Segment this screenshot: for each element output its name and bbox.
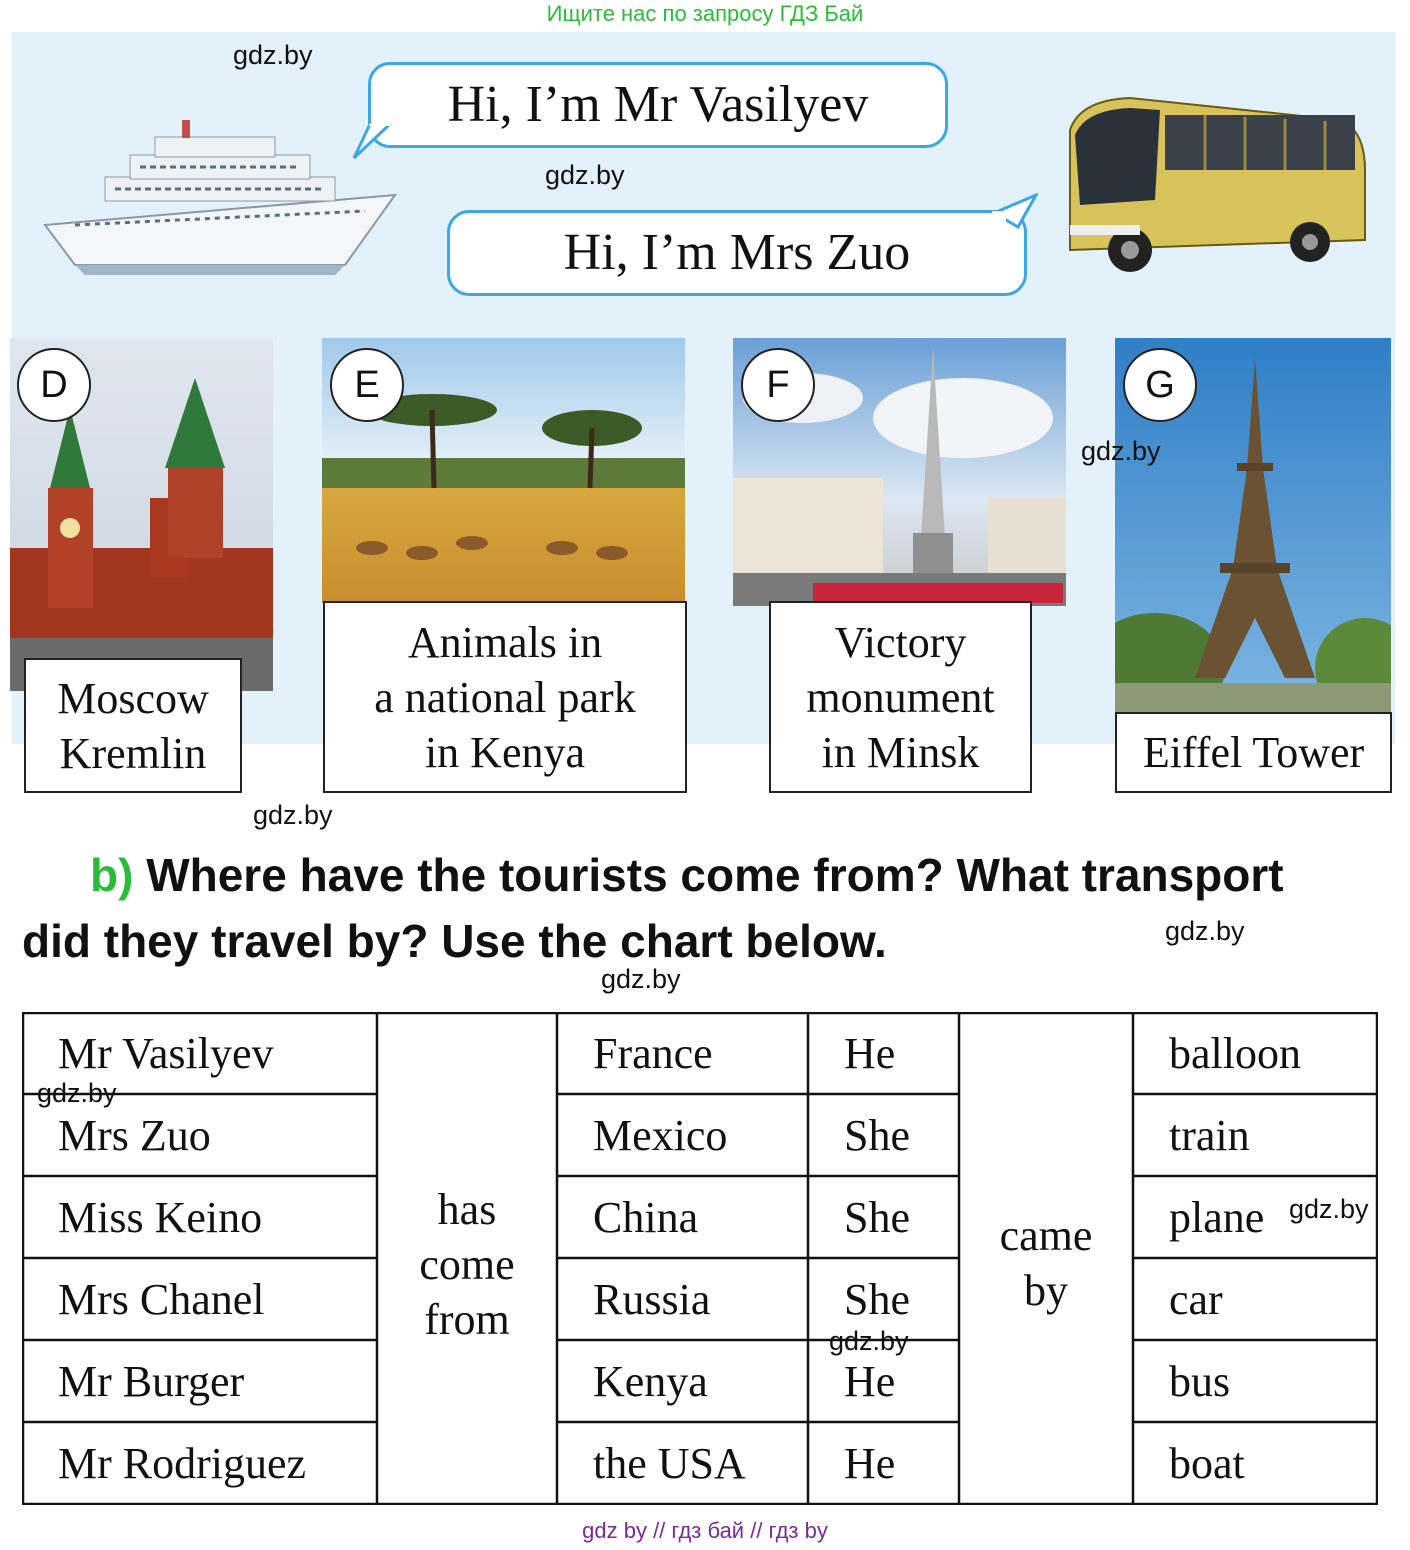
caption-minsk xyxy=(769,601,1032,793)
transport-cell: plane xyxy=(1169,1192,1265,1242)
name-cell: Mr Vasilyev xyxy=(58,1028,274,1078)
question-text-2: did they travel by? Use the chart below. xyxy=(22,915,887,967)
cruise-ship-image xyxy=(35,115,405,285)
pronoun-cell: She xyxy=(844,1110,910,1160)
pronoun-cell: She xyxy=(844,1192,910,1242)
name-cell: Mr Burger xyxy=(58,1356,245,1406)
pronoun-cell: He xyxy=(844,1028,896,1078)
speech-bubble-vasilyev xyxy=(368,62,948,148)
question-line-2 xyxy=(22,908,1122,974)
watermark: gdz.by xyxy=(601,964,681,994)
badge-d: D xyxy=(17,348,91,422)
watermark: gdz.by xyxy=(253,800,333,830)
top-banner: Ищите нас по запросу ГДЗ Бай xyxy=(546,1,864,26)
pronoun-cell: She xyxy=(844,1274,910,1324)
watermark: gdz.by xyxy=(1081,436,1161,466)
name-cell: Miss Keino xyxy=(58,1192,263,1242)
watermark: gdz.by xyxy=(545,160,625,190)
watermark: gdz.by xyxy=(37,1078,117,1108)
name-cell: Mr Rodriguez xyxy=(58,1438,307,1488)
badge-f: F xyxy=(741,348,815,422)
question-line-1 xyxy=(90,842,1390,908)
country-cell: Kenya xyxy=(593,1356,708,1406)
name-cell: Mrs Chanel xyxy=(58,1274,265,1324)
pronoun-cell: He xyxy=(844,1356,896,1406)
caption-eiffel xyxy=(1115,712,1392,793)
phrase-came-by: came by xyxy=(999,1211,1093,1315)
watermark: gdz.by xyxy=(233,40,313,70)
phrase-has-come-from: has come from xyxy=(419,1185,515,1344)
caption-text: Moscow Kremlin xyxy=(57,673,209,778)
caption-text: Eiffel Tower xyxy=(1142,728,1365,777)
caption-kenya xyxy=(323,601,687,793)
speech-bubble-zuo xyxy=(447,210,1027,296)
watermark: gdz.by xyxy=(1289,1194,1369,1224)
watermark: gdz.by xyxy=(829,1326,909,1356)
name-cell: Mrs Zuo xyxy=(58,1110,211,1160)
caption-text: Animals in a national park in Kenya xyxy=(374,617,636,777)
country-cell: France xyxy=(593,1028,713,1078)
bus-image xyxy=(1040,90,1370,280)
country-cell: China xyxy=(593,1192,699,1242)
question-text-1: Where have the tourists come from? What transport xyxy=(146,849,1284,901)
caption-kremlin xyxy=(24,658,242,793)
pronoun-cell: He xyxy=(844,1438,896,1488)
question-label: b) xyxy=(90,849,134,901)
transport-cell: car xyxy=(1169,1274,1223,1324)
country-cell: Mexico xyxy=(593,1110,728,1160)
bubble-text-vasilyev: Hi, I’m Mr Vasilyev xyxy=(447,76,869,133)
country-cell: Russia xyxy=(593,1274,711,1324)
footer-watermark: gdz by // гдз бай // гдз by xyxy=(582,1518,828,1543)
badge-e: E xyxy=(330,348,404,422)
bubble-tail-right-icon xyxy=(992,193,1038,233)
bubble-text-zuo: Hi, I’m Mrs Zuo xyxy=(563,224,911,281)
substitution-table xyxy=(22,1012,1378,1505)
transport-cell: bus xyxy=(1169,1356,1231,1406)
transport-cell: boat xyxy=(1169,1438,1245,1488)
badge-g: G xyxy=(1123,348,1197,422)
bubble-tail-left-icon xyxy=(352,124,392,164)
watermark: gdz.by xyxy=(1165,916,1245,946)
caption-text: Victory monument in Minsk xyxy=(806,617,995,777)
transport-cell: train xyxy=(1169,1110,1250,1160)
transport-cell: balloon xyxy=(1169,1028,1301,1078)
country-cell: the USA xyxy=(593,1438,746,1488)
